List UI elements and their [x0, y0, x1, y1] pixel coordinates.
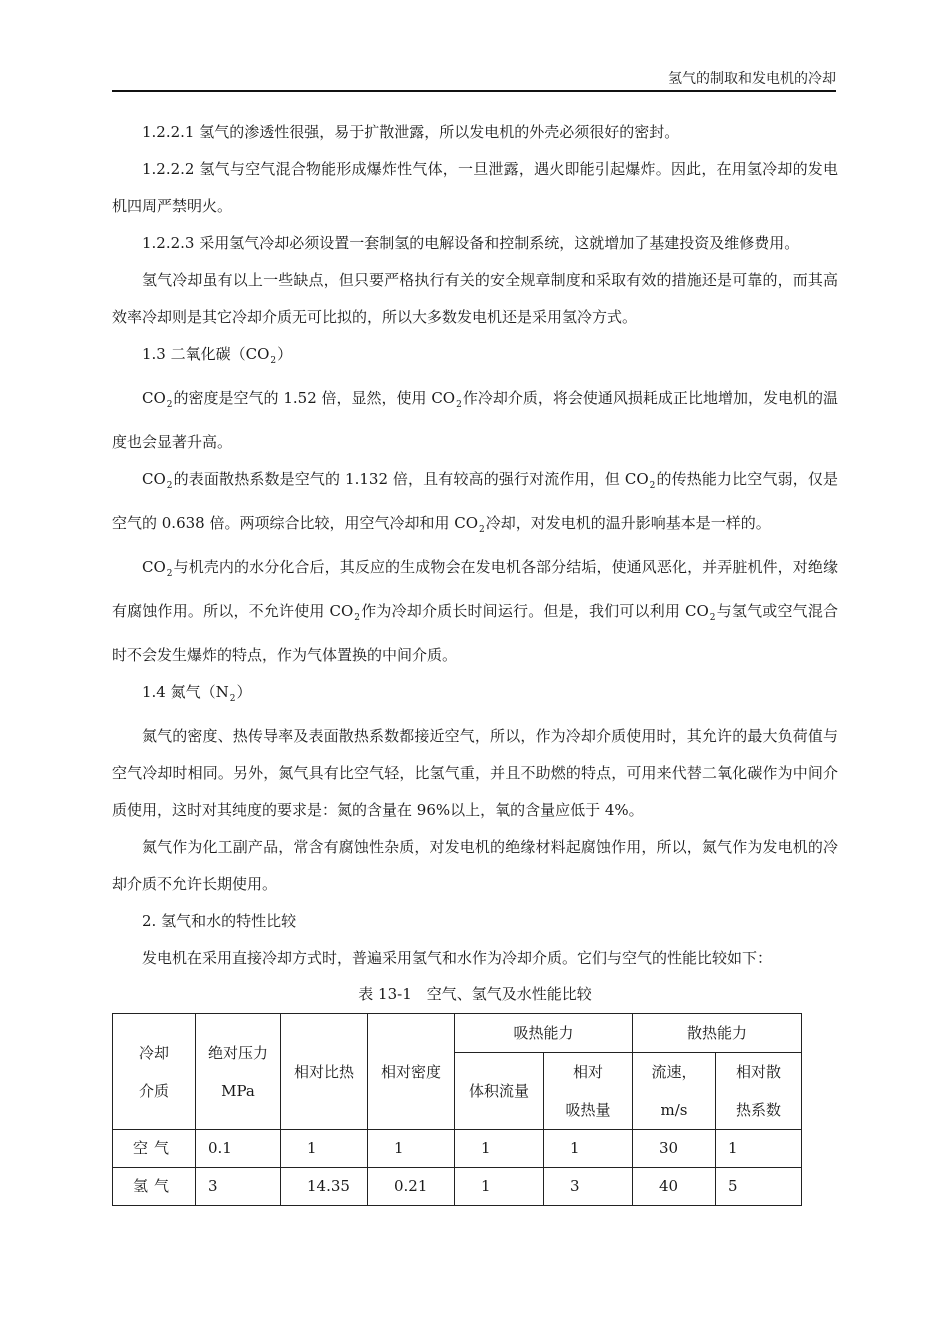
paragraph-co2-heat: $CO_2$的表面散热系数是空气的 1.132 倍，且有较高的强行对流作用，但 $CO_2$的传热能力比空气弱，仅是空气的 0.638 倍。两项综合比较，用空气冷却和用 $CO_2$冷却，对发电机的温升影响基本是一样的。: [112, 470, 838, 535]
cell-density: 1: [368, 1130, 455, 1168]
paragraph-nitrogen-properties: 氮气的密度、热传导率及表面散热系数都接近空气，所以，作为冷却介质使用时，其允许的最大负荷值与空气冷却时相同。另外，氮气具有比空气轻，比氢气重，并且不助燃的特点，可用来代替二氧化碳作为中间介质使用，这时对其纯度的要求是：氮的含量在 96%以上，氧的含量应低于 4%。: [112, 727, 838, 819]
header-relative-dissipation: 相对散 热系数: [716, 1053, 802, 1130]
cell-specific-heat: 14.35: [281, 1168, 368, 1206]
cell-relative-dissipation: 5: [716, 1168, 802, 1206]
header-relative-density: 相对密度: [368, 1014, 455, 1130]
cell-flow-speed: 30: [633, 1130, 716, 1168]
header-cooling-medium: 冷却 介质: [113, 1014, 196, 1130]
cell-flow-speed: 40: [633, 1168, 716, 1206]
paragraph-hydrogen-summary: 氢气冷却虽有以上一些缺点，但只要严格执行有关的安全规章制度和采取有效的措施还是可靠的，而其高效率冷却则是其它冷却介质无可比拟的，所以大多数发电机还是采用氢冷方式。: [112, 271, 838, 326]
cell-volume-flow: 1: [455, 1130, 544, 1168]
table-row-hydrogen: [113, 1168, 802, 1206]
paragraph-nitrogen-corrosion: 氮气作为化工副产品，常含有腐蚀性杂质，对发电机的绝缘材料起腐蚀作用，所以，氮气作为发电机的冷却介质不允许长期使用。: [112, 838, 838, 893]
section-heading-2: 2. 氢气和水的特性比较: [142, 912, 297, 930]
table-caption: 表 13-1 空气、氢气及水性能比较: [358, 985, 592, 1003]
paragraph-co2-density: $CO_2$的密度是空气的 1.52 倍，显然，使用 $CO_2$作冷却介质，将会使通风损耗成正比地增加，发电机的温度也会显著升高。: [112, 389, 838, 451]
paragraph-1-2-2-1: 1.2.2.1 氢气的渗透性很强，易于扩散泄露，所以发电机的外壳必须很好的密封。: [142, 123, 680, 141]
cell-specific-heat: 1: [281, 1130, 368, 1168]
paragraph-1-2-2-2: 1.2.2.2 氢气与空气混合物能形成爆炸性气体，一旦泄露，遇火即能引起爆炸。因此，在用氢冷却的发电机四周严禁明火。: [112, 160, 838, 215]
header-relative-absorption: 相对 吸热量: [544, 1053, 633, 1130]
header-heat-dissipation: 散热能力: [633, 1014, 802, 1053]
header-volume-flow: 体积流量: [455, 1053, 544, 1130]
paragraph-1-2-2-3: 1.2.2.3 采用氢气冷却必须设置一套制氢的电解设备和控制系统，这就增加了基建投资及维修费用。: [142, 234, 800, 252]
header-heat-absorption: 吸热能力: [455, 1014, 633, 1053]
header-relative-specific-heat: 相对比热: [281, 1014, 368, 1130]
paragraph-comparison-intro: 发电机在采用直接冷却方式时，普遍采用氢气和水作为冷却介质。它们与空气的性能比较如下：: [142, 949, 773, 967]
running-title: 氢气的制取和发电机的冷却: [668, 71, 836, 87]
cell-relative-absorption: 3: [544, 1168, 633, 1206]
page-content: [112, 114, 838, 1206]
header-absolute-pressure: 绝对压力 MPa: [196, 1014, 281, 1130]
table-header-row: [113, 1014, 802, 1053]
cell-volume-flow: 1: [455, 1168, 544, 1206]
cell-pressure: 3: [196, 1168, 281, 1206]
cell-pressure: 0.1: [196, 1130, 281, 1168]
cell-density: 0.21: [368, 1168, 455, 1206]
table-row-air: [113, 1130, 802, 1168]
cell-relative-dissipation: 1: [716, 1130, 802, 1168]
cell-medium: 氢气: [113, 1168, 196, 1206]
cell-relative-absorption: 1: [544, 1130, 633, 1168]
section-heading-1-4: 1.4 氮气$(N_2)$: [142, 683, 252, 704]
section-heading-1-3: 1.3 二氧化碳$(CO_2)$: [142, 345, 293, 366]
running-header: [112, 68, 836, 92]
paragraph-co2-corrosion: $CO_2$与机壳内的水分化合后，其反应的生成物会在发电机各部分结垢，使通风恶化，并弄脏机件，对绝缘有腐蚀作用。所以，不允许使用 $CO_2$作为冷却介质长时间运行。但是，我们可以利用 $CO_2$与氢气或空气混合时不会发生爆炸的特点，作为气体置换的中间介质。: [112, 558, 838, 664]
comparison-table: [112, 1013, 802, 1206]
cell-medium: 空气: [113, 1130, 196, 1168]
header-flow-speed: 流速， m/s: [633, 1053, 716, 1130]
